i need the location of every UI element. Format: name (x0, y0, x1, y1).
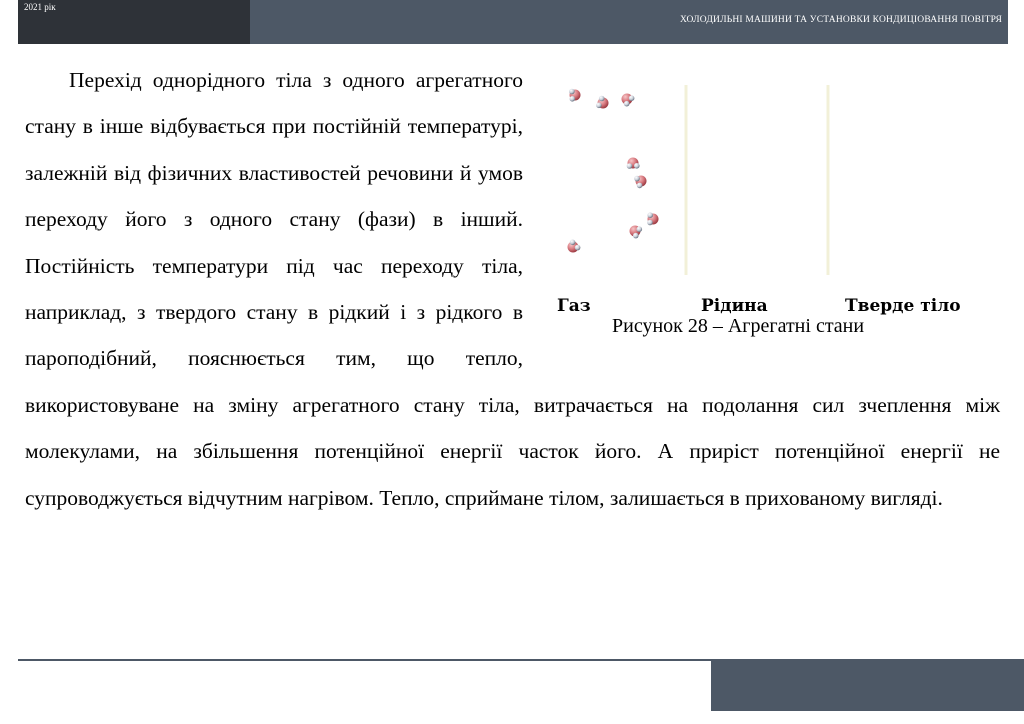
hydrogen-atom (569, 89, 575, 95)
hydrogen-atom (570, 96, 576, 102)
gas-panel (545, 85, 685, 275)
label-gas: Газ (557, 296, 591, 316)
header-right-bar (250, 0, 1008, 44)
hydrogen-atom (575, 245, 581, 251)
hydrogen-atom (634, 163, 640, 169)
label-solid: Тверде тіло (845, 296, 961, 316)
hydrogen-atom (633, 233, 639, 239)
solid-panel (829, 85, 985, 275)
header-title: ХОЛОДИЛЬНІ МАШИНИ ТА УСТАНОВКИ КОНДИЦІОВАННЯ ПОВІТРЯ (679, 15, 1002, 25)
hydrogen-atom (624, 101, 630, 107)
hydrogen-atom (637, 183, 643, 189)
liquid-panel (687, 85, 827, 275)
footer-bar (711, 661, 1024, 711)
header-year: 2021 рік (24, 2, 56, 12)
label-liquid: Рідина (701, 296, 768, 316)
header-left-bar (18, 0, 250, 44)
figure-caption: Рисунок 28 – Агрегатні стани (612, 315, 865, 337)
hydrogen-atom (599, 96, 605, 102)
hydrogen-atom (570, 240, 576, 246)
figure-aggregate-states (545, 57, 1000, 381)
hydrogen-atom (596, 103, 602, 109)
body-text (25, 57, 1000, 521)
body-paragraph: Перехід однорідного тіла з одного агрегатного стану в інше відбувається при постійній температурі, залежній від фізичних властивостей речовини й умов переходу його з одного стану (фази) в інший. Постійність температури під час переходу тіла, наприклад, з твердого стану в рідкий і з рідкого в пароподібний, пояснюється тим, що тепло, використовуване на зміну агрегатного стану тіла, витрачається на подолання сил зчеплення між молекулами, на збільшення потенційної енергії часток його. А приріст потенційної енергії не супроводжується відчутним нагрівом. Тепло, сприймане тілом, залишається в прихованому вигляді. (25, 68, 1000, 510)
hydrogen-atom (627, 163, 633, 169)
hydrogen-atom (629, 95, 635, 101)
molecules-illustration (545, 85, 985, 275)
hydrogen-atom (637, 226, 643, 232)
hydrogen-atom (647, 220, 653, 226)
hydrogen-atom (647, 212, 653, 218)
hydrogen-atom (634, 176, 640, 182)
